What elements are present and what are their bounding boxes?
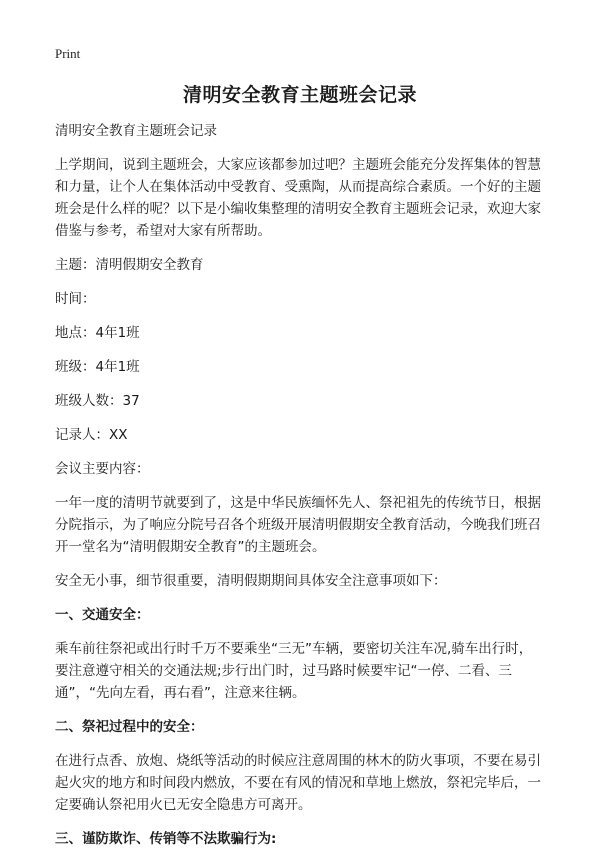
section-heading-fraud: 三、谨防欺诈、传销等不法欺骗行为: (55, 831, 277, 847)
info-class: 班级：4年1班 (55, 359, 140, 375)
section-heading-ritual: 二、祭祀过程中的安全： (55, 719, 204, 735)
section-text-traffic: 乘车前往祭祀或出行时千万不要乘坐“三无”车辆，要密切关注车况,骑车出行时，要注意遵守相关的交通法规;步行出门时，过马路时候要牢记“一停、二看、三通”，“先向左看，再右看”，注意来往辆。 (55, 641, 533, 701)
document-body (55, 120, 545, 862)
section-text-ritual: 在进行点香、放炮、烧纸等活动的时候应注意周围的林木的防火事项，不要在易引起火灾的地方和时间段内燃放，不要在有风的情况和草地上燃放，祭祀完毕后，一定要确认祭祀用火已无安全隐患方可离开。 (55, 753, 541, 813)
intro-paragraph: 上学期间，说到主题班会，大家应该都参加过吧？主题班会能充分发挥集体的智慧和力量，让个人在集体活动中受教育、受熏陶，从而提高综合素质。一个好的主题班会是什么样的呢？以下是小编收集整理的清明安全教育主题班会记录，欢迎大家借鉴与参考，希望对大家有所帮助。 (55, 157, 541, 239)
info-content-label: 会议主要内容： (55, 461, 150, 477)
safety-intro-paragraph: 安全无小事，细节很重要，清明假期期间具体安全注意事项如下： (55, 573, 447, 589)
section-heading-traffic: 一、交通安全： (55, 607, 150, 623)
print-link[interactable]: Print (55, 46, 81, 61)
subtitle: 清明安全教育主题班会记录 (55, 123, 217, 139)
info-time: 时间： (55, 291, 96, 307)
body-intro-paragraph: 一年一度的清明节就要到了，这是中华民族缅怀先人、祭祀祖先的传统节日，根据分院指示，为了响应分院号召各个班级开展清明假期安全教育活动，今晚我们班召开一堂名为“清明假期安全教育”的主题班会。 (55, 495, 541, 555)
info-recorder: 记录人：XX (55, 427, 128, 443)
info-theme: 主题：清明假期安全教育 (55, 257, 204, 273)
info-count: 班级人数：37 (55, 393, 140, 409)
info-place: 地点：4年1班 (55, 325, 140, 341)
page-title: 清明安全教育主题班会记录 (182, 84, 417, 106)
